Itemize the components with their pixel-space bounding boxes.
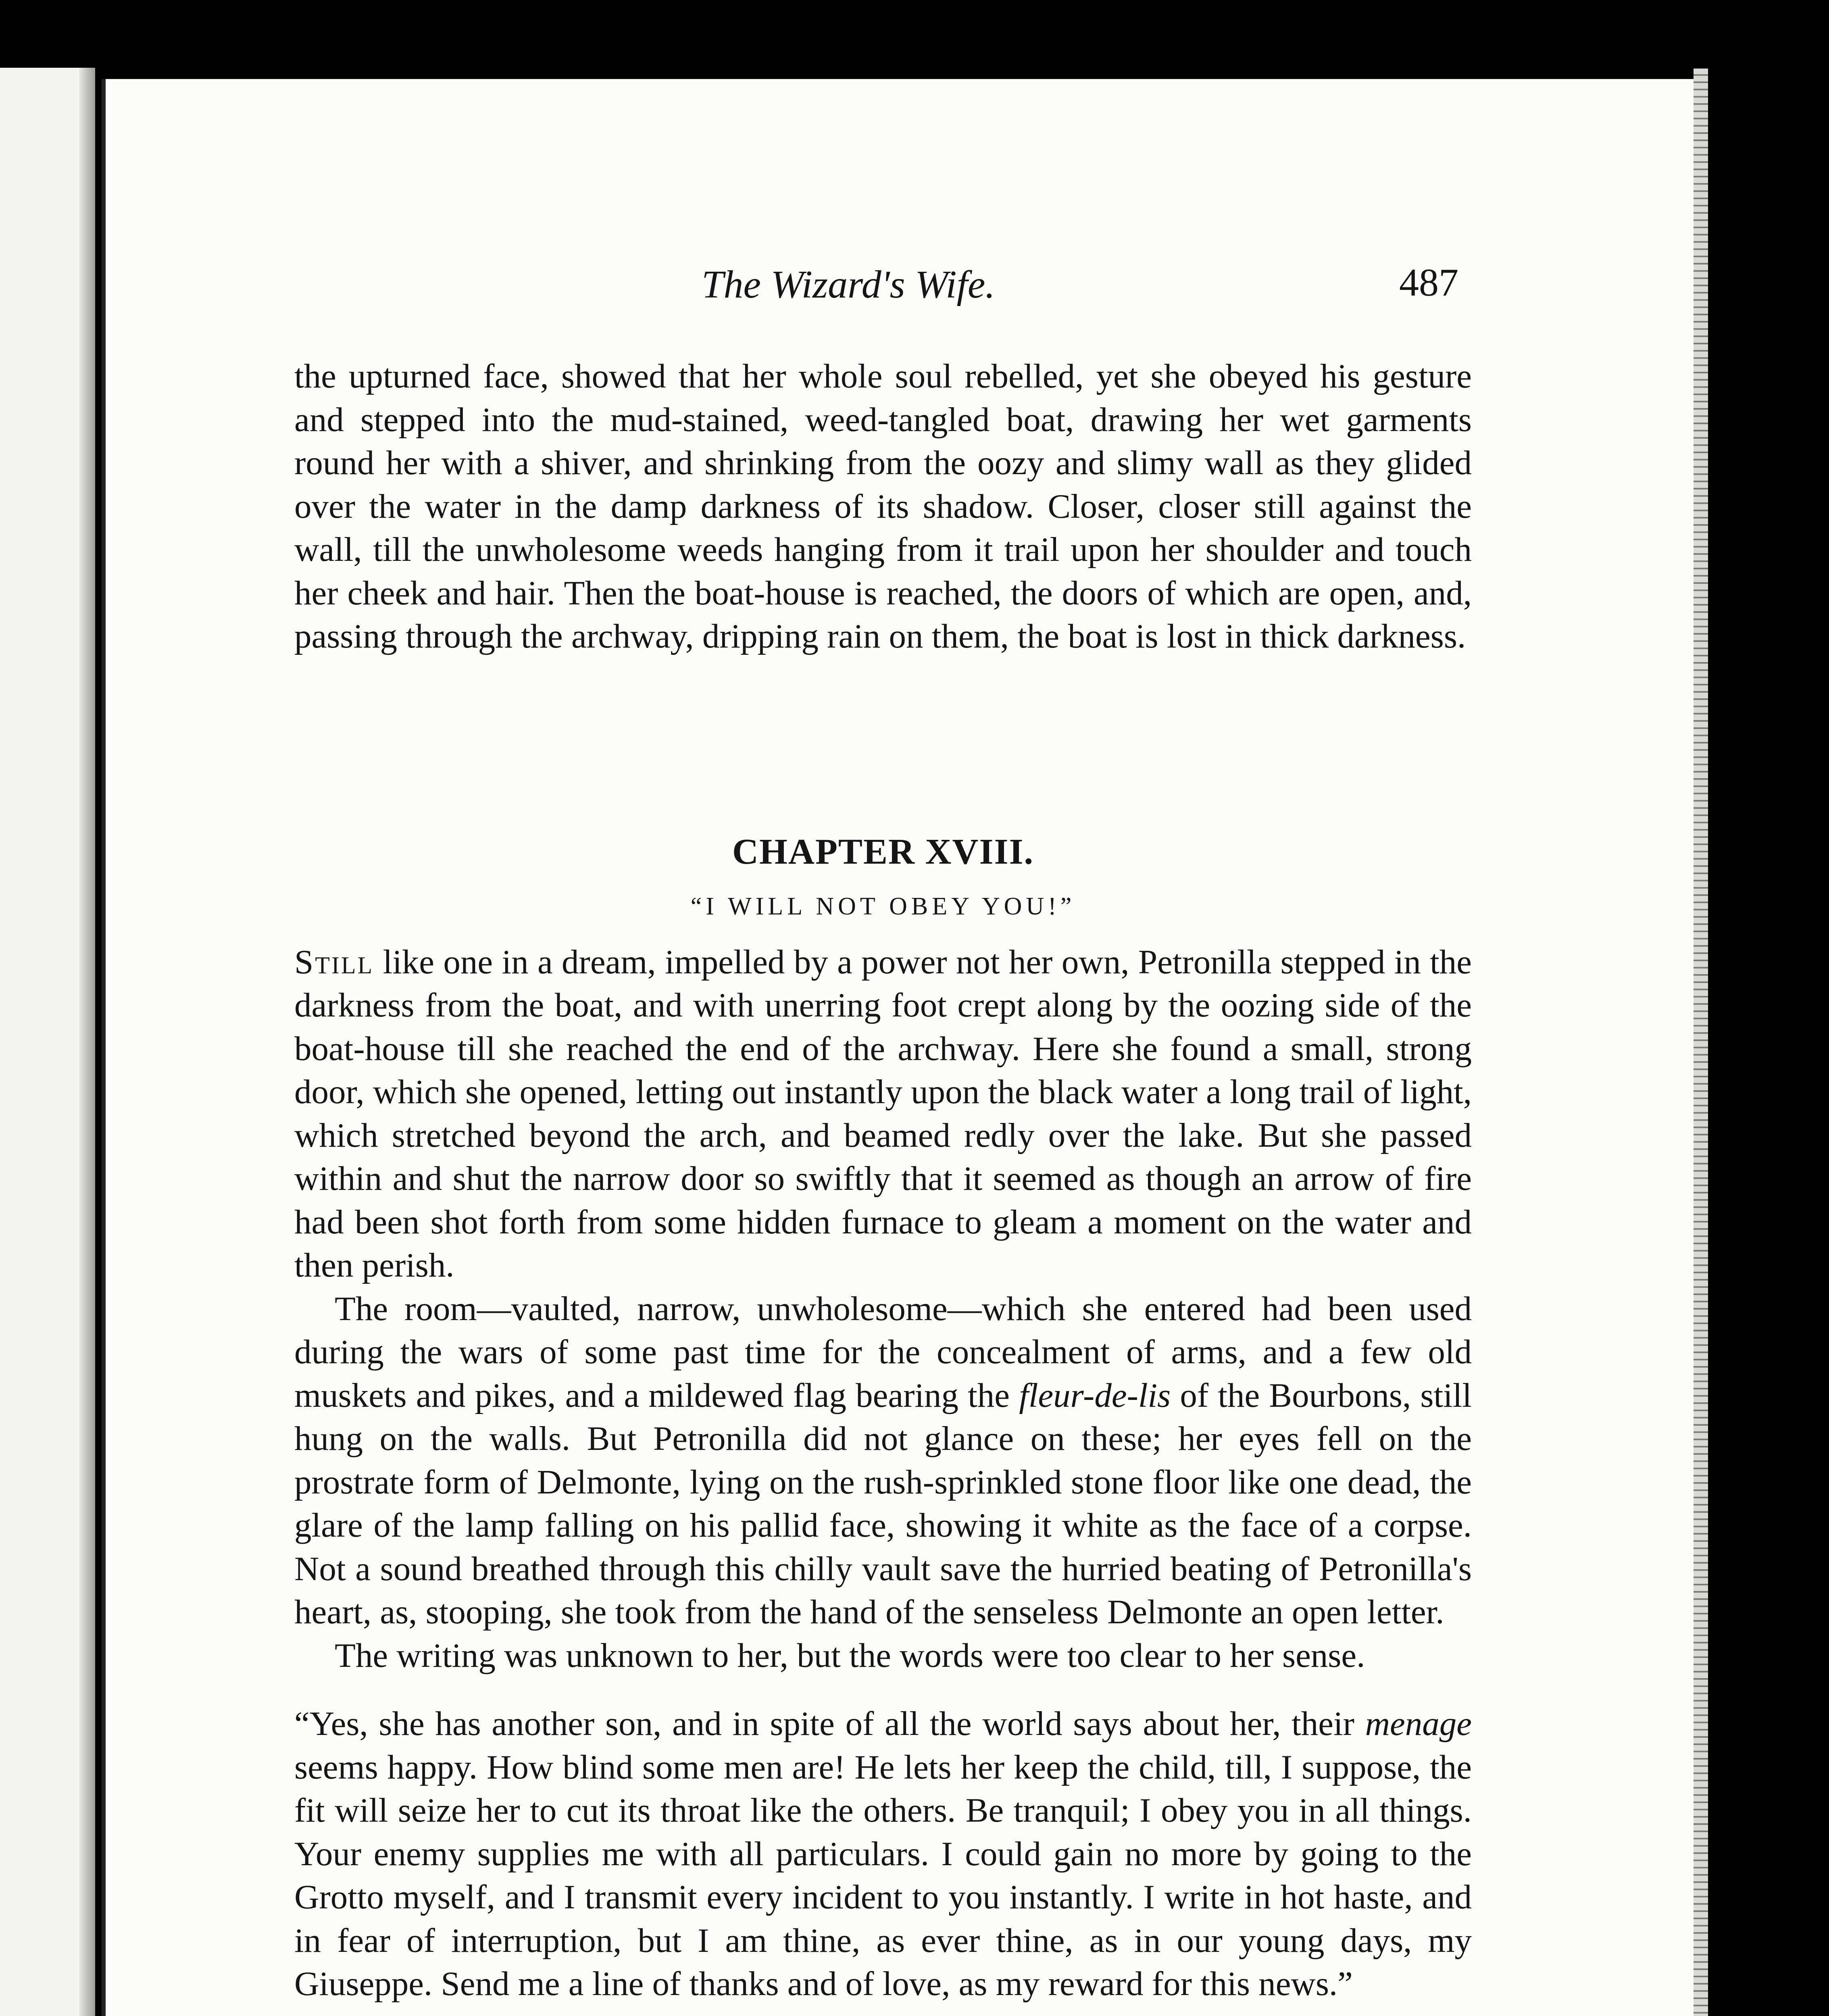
paragraph-3: The writing was unknown to her, but the words were too clear to her sense.: [335, 1636, 1365, 1674]
letter-italic: menage: [1365, 1705, 1472, 1743]
chapter-subtitle: “I WILL NOT OBEY YOU!”: [690, 892, 1076, 920]
text-block: [294, 355, 1472, 2006]
paragraph-2-after: of the Bourbons, still hung on the walls. But Petronilla did not glance on these; her eyes fell on the prostrate form of Delmonte, lying on the rush-sprinkled stone floor like one dead, the glare of the lamp falling on his pallid face, showing it white as the face of a corpse. Not a sound breathed through this chilly vault save the hurried beating of Petronilla's heart, as, stooping, she took from the hand of the senseless Delmonte an open letter.: [294, 1376, 1472, 1631]
letter-before: “Yes, she has another son, and in spite of all the world says about her, their: [294, 1705, 1365, 1743]
chapter-heading: CHAPTER XVIII.: [732, 831, 1034, 872]
intro-paragraph: the upturned face, showed that her whole soul rebelled, yet she obeyed his gesture and stepped into the mud-stained, weed-tangled boat, drawing her wet garments round her with a shiver, and shrinking from the oozy and slimy wall as they glided over the water in the damp darkness of its shadow. Closer, closer still against the wall, till the unwholesome weeds hanging from it trail upon her shoulder and touch her cheek and hair. Then the boat-house is reached, the doors of which are open, and, passing through the archway, dripping rain on them, the boat is lost in thick darkness.: [294, 357, 1472, 655]
lead-word: Still: [294, 943, 374, 981]
paragraph-2-before: The room—vaulted, narrow, unwholesome—which she entered had been used during the wars of some past time for the concealment of arms, and a few old muskets and pikes, and a mildewed flag bearing the: [294, 1289, 1472, 1414]
paragraph-2-italic: fleur-de-lis: [1019, 1376, 1171, 1414]
left-page-edge: [0, 68, 92, 2016]
letter-after: seems happy. How blind some men are! He lets her keep the child, till, I suppose, the fit will seize her to cut its throat like the others. Be tranquil; I obey you in all things. Your enemy supplies me with all particulars. I could gain no more by going to the Grotto myself, and I transmit every incident to you instantly. I write in hot haste, and in fear of interruption, but I am thine, as ever thine, as in our young days, my Giuseppe. Send me a line of thanks and of love, as my reward for this news.”: [294, 1748, 1472, 2003]
page-gutter-shadow: [79, 68, 95, 2016]
running-title: The Wizard's Wife.: [702, 263, 995, 306]
letter-quote: [294, 1702, 1472, 2006]
page-stack-edge: [1694, 69, 1708, 2016]
paragraph-1-text: like one in a dream, impelled by a power not her own, Petronilla stepped in the darkness from the boat, and with unerring foot crept along by the oozing side of the boat-house till she reached the end of the archway. Here she found a small, strong door, which she opened, letting out instantly upon the black water a long trail of light, which stretched beyond the arch, and beamed redly over the lake. But she passed within and shut the narrow door so swiftly that it seemed as though an arrow of fire had been shot forth from some hidden furnace to gleam a moment on the water and then perish.: [294, 943, 1472, 1284]
page-number: 487: [1399, 261, 1458, 304]
paragraph-1: [294, 941, 1472, 1287]
paragraph-2: [294, 1287, 1472, 1634]
